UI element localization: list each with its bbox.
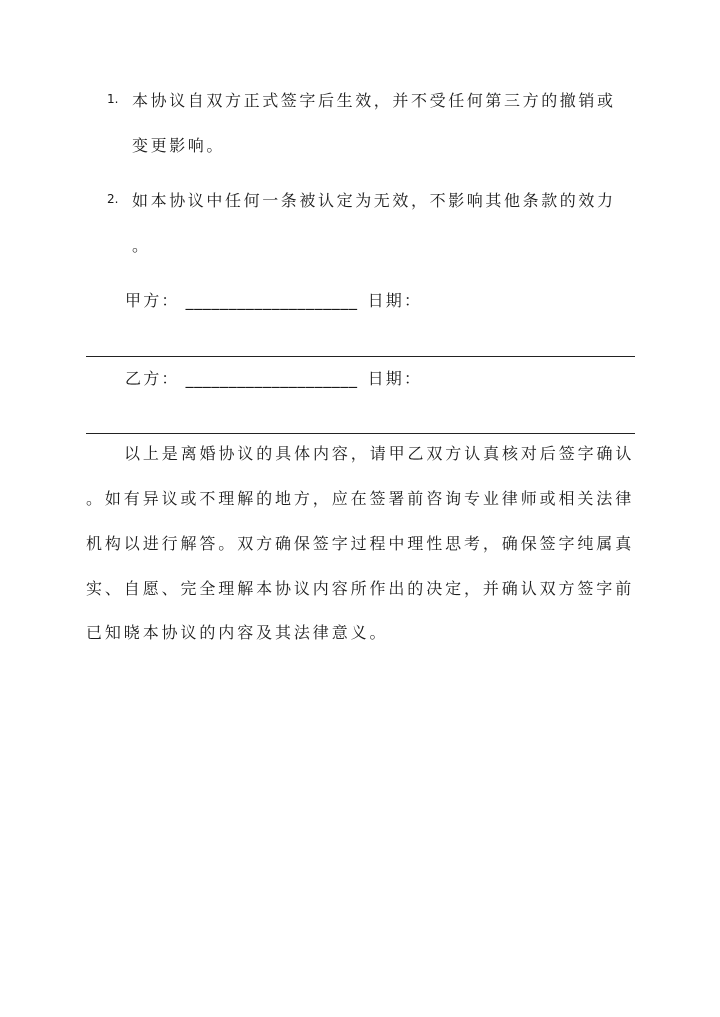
paragraph-line: 。如有异议或不理解的地方，应在签署前咨询专业律师或相关法律 [86, 489, 635, 508]
clause-text-line: 本协议自双方正式签字后生效，并不受任何第三方的撤销或 [132, 91, 616, 110]
paragraph-line: 机构以进行解答。双方确保签字过程中理性思考，确保签字纯属真 [86, 534, 635, 553]
party-b-date-label: 日期： [367, 369, 423, 388]
party-a-date-label: 日期： [367, 291, 423, 310]
paragraph-line: 已知晓本协议的内容及其法律意义。 [86, 623, 389, 642]
clause-text-line: 。 [132, 236, 151, 255]
paragraph-line: 实、自愿、完全理解本协议内容所作出的决定，并确认双方签字前 [86, 579, 635, 598]
party-b-label: 乙方： [125, 369, 180, 388]
signature-party-b [125, 366, 422, 389]
clause-text-line: 变更影响。 [132, 136, 226, 155]
divider [86, 433, 635, 434]
clause-number: 1. [107, 92, 119, 106]
clause-text-line: 如本协议中任何一条被认定为无效，不影响其他条款的效力 [132, 191, 616, 210]
party-b-signature-blank: ____________________ [185, 369, 358, 388]
paragraph-line: 以上是离婚协议的具体内容，请甲乙双方认真核对后签字确认 [124, 444, 635, 463]
clause-number: 2. [107, 192, 119, 206]
party-a-label: 甲方： [125, 291, 180, 310]
divider [86, 356, 635, 357]
party-a-signature-blank: ____________________ [185, 291, 358, 310]
signature-party-a [125, 288, 422, 311]
